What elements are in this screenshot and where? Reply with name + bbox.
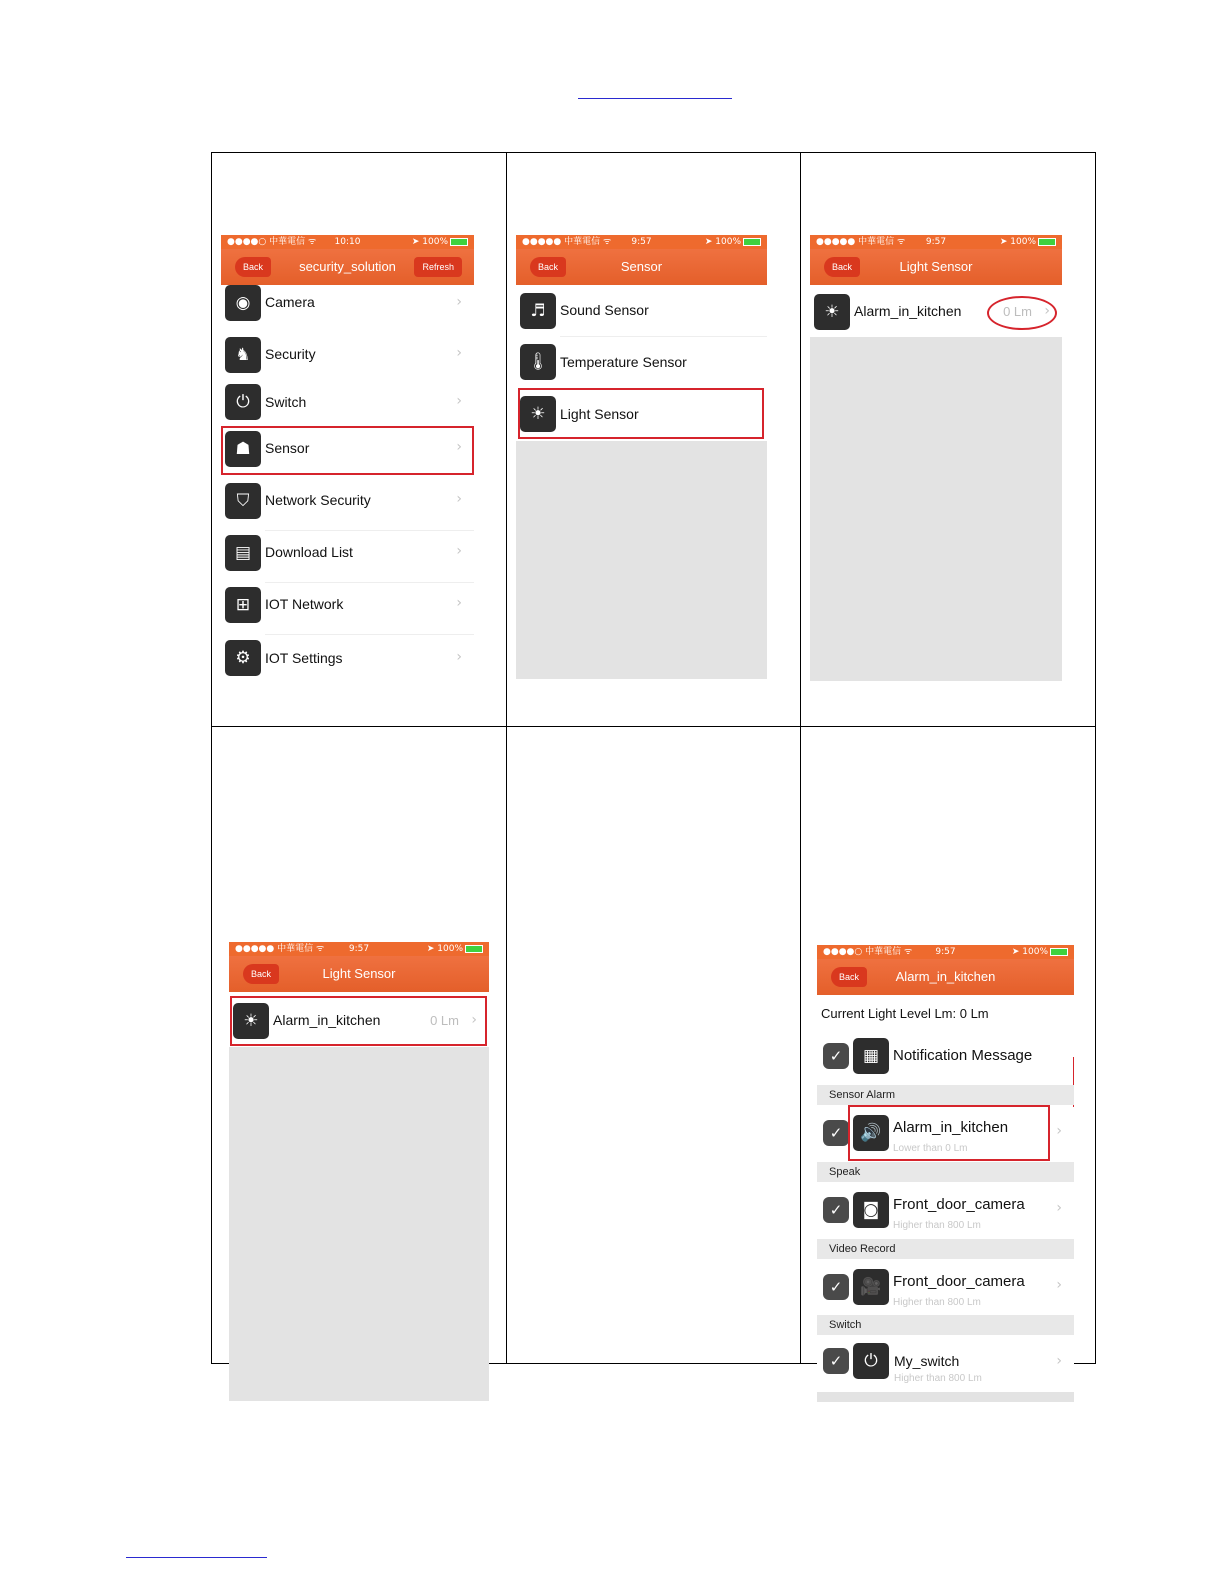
security-icon: ♞ bbox=[225, 337, 261, 373]
nav-title: Light Sensor bbox=[899, 259, 973, 274]
document-icon: ▤ bbox=[225, 535, 261, 571]
empty-area bbox=[817, 1392, 1074, 1402]
menu-item-label: Download List bbox=[265, 544, 353, 560]
chevron-right-icon: › bbox=[1056, 1123, 1062, 1139]
video-record-item[interactable] bbox=[817, 1259, 1074, 1315]
section-header-sensor-alarm: Sensor Alarm bbox=[817, 1085, 1074, 1105]
sensor-item-label: Alarm_in_kitchen bbox=[273, 1012, 381, 1028]
battery-icon bbox=[1050, 948, 1068, 956]
menu-item-switch[interactable] bbox=[221, 383, 474, 427]
speak-title: Front_door_camera bbox=[893, 1196, 1025, 1213]
chevron-right-icon: › bbox=[1056, 1200, 1062, 1216]
nav-title: Alarm_in_kitchen bbox=[895, 969, 996, 984]
back-button[interactable]: Back bbox=[243, 964, 279, 984]
checkbox-checked-icon[interactable]: ✓ bbox=[823, 1348, 849, 1374]
gear-icon: ⚙ bbox=[225, 640, 261, 676]
chevron-right-icon: › bbox=[456, 345, 462, 361]
chevron-right-icon: › bbox=[456, 491, 462, 507]
nav-bar bbox=[229, 956, 489, 992]
highlight-sensor-value bbox=[987, 296, 1057, 330]
menu-item-label: Camera bbox=[265, 294, 315, 310]
footer-rule bbox=[126, 1557, 267, 1558]
empty-area bbox=[229, 1047, 489, 1401]
sensor-icon: ☗ bbox=[225, 431, 261, 467]
empty-area bbox=[516, 441, 767, 679]
menu-item-label: Network Security bbox=[265, 492, 371, 508]
header-rule bbox=[578, 98, 732, 99]
menu-item-network-security[interactable] bbox=[221, 479, 474, 531]
nav-bar bbox=[810, 249, 1062, 285]
carrier-label: ●●●●○ 中華電信 ᯤ bbox=[823, 947, 913, 957]
video-camera-icon: 🎥 bbox=[853, 1269, 889, 1305]
status-bar bbox=[221, 235, 474, 249]
network-icon: ⊞ bbox=[225, 587, 261, 623]
checkbox-checked-icon[interactable]: ✓ bbox=[823, 1197, 849, 1223]
menu-item-label: Sound Sensor bbox=[560, 302, 649, 318]
chevron-right-icon: › bbox=[456, 294, 462, 310]
checkbox-checked-icon[interactable]: ✓ bbox=[823, 1274, 849, 1300]
sun-icon: ☀ bbox=[814, 294, 850, 330]
menu-item-security[interactable] bbox=[221, 333, 474, 385]
speak-condition: Higher than 800 Lm bbox=[893, 1220, 981, 1231]
sensor-item-label: Alarm_in_kitchen bbox=[854, 303, 962, 319]
carrier-label: ●●●●● 中華電信 ᯤ bbox=[235, 944, 325, 954]
highlight-alarm-item bbox=[848, 1105, 1050, 1161]
section-header-speak: Speak bbox=[817, 1162, 1074, 1182]
chevron-right-icon: › bbox=[456, 649, 462, 665]
table-border-right bbox=[1095, 152, 1096, 1364]
nav-title: security_solution bbox=[299, 259, 396, 274]
plug-icon: ⏻ bbox=[853, 1343, 889, 1379]
sun-icon: ☀ bbox=[233, 1003, 269, 1039]
speaker-icon: 🔊 bbox=[853, 1115, 889, 1151]
battery-icon bbox=[743, 238, 761, 246]
menu-item-label: IOT Network bbox=[265, 596, 344, 612]
switch-title: My_switch bbox=[894, 1353, 960, 1369]
status-bar bbox=[817, 945, 1074, 959]
section-header-switch: Switch bbox=[817, 1315, 1074, 1335]
back-button[interactable]: Back bbox=[530, 257, 566, 277]
nav-title: Sensor bbox=[620, 259, 663, 274]
chevron-right-icon: › bbox=[456, 543, 462, 559]
chevron-right-icon: › bbox=[1056, 1277, 1062, 1293]
checkbox-checked-icon[interactable]: ✓ bbox=[823, 1120, 849, 1146]
battery-indicator: ➤ 100% bbox=[412, 235, 468, 249]
nav-title: Light Sensor bbox=[322, 966, 396, 981]
video-title: Front_door_camera bbox=[893, 1273, 1025, 1290]
menu-item-temperature-sensor[interactable] bbox=[516, 337, 767, 389]
chevron-right-icon: › bbox=[456, 439, 462, 455]
empty-area bbox=[810, 337, 1062, 681]
nav-bar bbox=[221, 249, 474, 285]
table-border-top bbox=[211, 152, 1096, 153]
notification-label: Notification Message bbox=[893, 1047, 1033, 1064]
menu-item-label: Security bbox=[265, 346, 316, 362]
clock: 10:10 bbox=[334, 237, 361, 247]
clock: 9:57 bbox=[631, 237, 652, 247]
nav-bar bbox=[817, 959, 1074, 995]
battery-indicator: ➤ 100% bbox=[1012, 945, 1068, 959]
carrier-label: ●●●●● 中華電信 ᯤ bbox=[522, 237, 612, 247]
table-divider-2 bbox=[800, 152, 801, 1364]
speaker-box-icon: ◙ bbox=[853, 1192, 889, 1228]
highlight-sensor bbox=[221, 426, 474, 475]
battery-icon bbox=[1038, 238, 1056, 246]
chevron-right-icon: › bbox=[1044, 303, 1050, 319]
screen-light-sensor-2 bbox=[229, 942, 489, 1401]
menu-item-label: Temperature Sensor bbox=[560, 354, 687, 370]
clock: 9:57 bbox=[348, 944, 370, 954]
chevron-right-icon: › bbox=[456, 595, 462, 611]
switch-condition: Higher than 800 Lm bbox=[894, 1373, 982, 1384]
carrier-label: ●●●●● 中華電信 ᯤ bbox=[816, 237, 906, 247]
speak-item[interactable] bbox=[817, 1182, 1074, 1238]
screen-security-solution bbox=[221, 235, 474, 687]
menu-item-camera[interactable] bbox=[221, 285, 474, 333]
clock: 9:57 bbox=[935, 947, 956, 957]
sensor-value: 0 Lm bbox=[1003, 304, 1032, 319]
highlight-alarm-in-kitchen bbox=[230, 996, 487, 1046]
sun-icon: ☀ bbox=[520, 396, 556, 432]
chevron-right-icon: › bbox=[471, 1012, 477, 1028]
video-condition: Higher than 800 Lm bbox=[893, 1297, 981, 1308]
menu-item-sound-sensor[interactable] bbox=[516, 285, 767, 337]
table-border-middle bbox=[211, 726, 1096, 727]
back-button[interactable]: Back bbox=[824, 257, 860, 277]
message-grid-icon: ▦ bbox=[853, 1038, 889, 1074]
battery-indicator: ➤ 100% bbox=[427, 942, 483, 956]
table-divider-1 bbox=[506, 152, 507, 1364]
menu-item-label: Switch bbox=[265, 394, 307, 410]
switch-item[interactable] bbox=[817, 1335, 1074, 1391]
table-border-left bbox=[211, 152, 212, 1364]
nav-bar bbox=[516, 249, 767, 285]
carrier-label: ●●●●○ 中華電信 ᯤ bbox=[227, 237, 317, 247]
menu-item-label: IOT Settings bbox=[265, 650, 343, 666]
status-bar bbox=[810, 235, 1062, 249]
highlight-light-sensor bbox=[518, 388, 764, 439]
refresh-button[interactable]: Refresh bbox=[414, 257, 462, 277]
thermometer-icon: 🌡 bbox=[520, 344, 556, 380]
menu-item-label: Sensor bbox=[265, 440, 310, 456]
battery-indicator: ➤ 100% bbox=[705, 235, 761, 249]
eye-icon: ◉ bbox=[225, 285, 261, 321]
notification-message-row[interactable] bbox=[817, 1035, 1074, 1083]
screen-sensor bbox=[516, 235, 767, 679]
shield-icon: ⛉ bbox=[225, 483, 261, 519]
current-light-level: Current Light Level Lm: 0 Lm bbox=[821, 1006, 989, 1021]
chevron-right-icon: › bbox=[456, 393, 462, 409]
status-bar bbox=[229, 942, 489, 956]
sound-sensor-icon: ♬ bbox=[520, 293, 556, 329]
checkbox-checked-icon[interactable]: ✓ bbox=[823, 1043, 849, 1069]
menu-item-download-list[interactable] bbox=[221, 531, 474, 583]
sensor-value: 0 Lm bbox=[430, 1013, 459, 1028]
clock: 9:57 bbox=[925, 237, 947, 247]
menu-item-iot-settings[interactable] bbox=[221, 635, 474, 687]
status-bar bbox=[516, 235, 767, 249]
screen-light-sensor bbox=[810, 235, 1062, 681]
menu-item-label: Light Sensor bbox=[560, 406, 639, 422]
plug-icon: ⏻ bbox=[225, 384, 261, 420]
battery-indicator: ➤ 100% bbox=[1000, 235, 1056, 249]
chevron-right-icon: › bbox=[1056, 1353, 1062, 1369]
alarm-condition: Lower than 0 Lm bbox=[893, 1143, 968, 1154]
battery-icon bbox=[450, 238, 468, 246]
back-button[interactable]: Back bbox=[831, 967, 867, 987]
alarm-title: Alarm_in_kitchen bbox=[893, 1119, 1009, 1136]
menu-item-iot-network[interactable] bbox=[221, 583, 474, 635]
back-button[interactable]: Back bbox=[235, 257, 271, 277]
battery-icon bbox=[465, 945, 483, 953]
section-header-video-record: Video Record bbox=[817, 1239, 1074, 1259]
screen-alarm-in-kitchen bbox=[817, 945, 1074, 1402]
